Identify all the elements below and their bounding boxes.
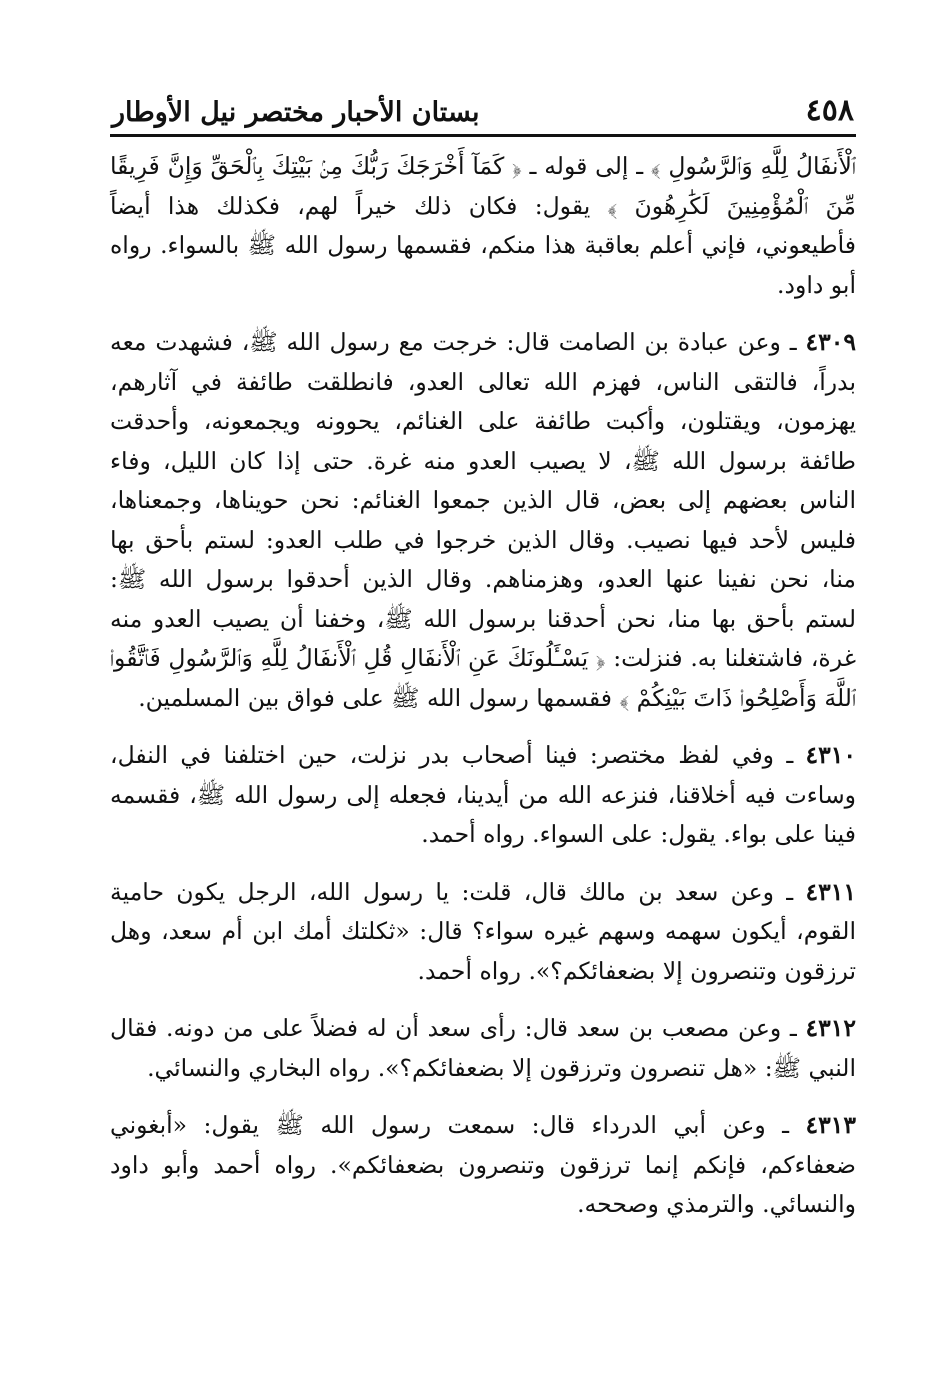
hadith-4311	[110, 873, 856, 992]
hadith-4313	[110, 1106, 856, 1225]
running-title: بستان الأحبار مختصر نيل الأوطار	[112, 97, 480, 128]
page-header	[110, 78, 856, 137]
hadith-4310	[110, 736, 856, 855]
paragraph-text: ـ وفي لفظ مختصر: فينا أصحاب بدر نزلت، حين اختلفنا في النفل، وساءت فيه أخلاقنا، فنزعه الله من أيدينا، فجعله إلى رسول الله ﷺ، فقسمه فينا على بواء. يقول: على السواء. رواه أحمد.	[110, 741, 856, 848]
paragraph-text: ـ وعن أبي الدرداء قال: سمعت رسول الله ﷺ يقول: «أبغوني ضعفاءكم، فإنكم إنما ترزقون وتنصرون بضعفائكم». رواه أحمد وأبو داود والنسائي. والترمذي وصححه.	[110, 1111, 856, 1218]
page-body	[110, 147, 856, 1225]
paragraph-text: ـ وعن مصعب بن سعد قال: رأى سعد أن له فضلاً على من دونه. فقال النبي ﷺ: «هل تنصرون وترزقون إلا بضعفائكم؟». رواه البخاري والنسائي.	[110, 1014, 856, 1082]
paragraph-text: ٱلْأَنفَالُ لِلَّهِ وَٱلرَّسُولِ ﴾ ـ إلى قوله ـ ﴿ كَمَآ أَخْرَجَكَ رَبُّكَ مِنۢ بَيْتِكَ بِٱلْحَقِّ وَإِنَّ فَرِيقًا مِّنَ ٱلْمُؤْمِنِينَ لَكَٰرِهُونَ ﴾ يقول: فكان ذلك خيراً لهم، فكذلك هذا أيضاً فأطيعوني، فإني أعلم بعاقبة هذا منكم، فقسمها رسول الله ﷺ بالسواء. رواه أبو داود.	[110, 152, 856, 299]
hadith-4309	[110, 323, 856, 718]
hadith-4312	[110, 1009, 856, 1088]
hadith-number: ٤٣١٢	[805, 1014, 856, 1042]
hadith-number: ٤٣٠٩	[805, 328, 856, 356]
hadith-number: ٤٣١٣	[805, 1111, 856, 1139]
paragraph-text: ـ وعن سعد بن مالك قال، قلت: يا رسول الله، الرجل يكون حامية القوم، أيكون سهمه وسهم غيره سواء؟ قال: «ثكلتك أمك ابن أم سعد، وهل ترزقون وتنصرون إلا بضعفائكم؟». رواه أحمد.	[110, 877, 856, 985]
hadith-number: ٤٣١١	[805, 877, 856, 906]
paragraph-text: ـ وعن عبادة بن الصامت قال: خرجت مع رسول الله ﷺ، فشهدت معه بدراً، فالتقى الناس، فهزم الله تعالى العدو، فانطلقت طائفة في آثارهم، يهزمون، ويقتلون، وأكبت طائفة على الغنائم، يحوونه ويجمعونه، وأحدقت طائفة برسول الله ﷺ، لا يصيب العدو منه غرة. حتى إذا كان الليل، وفاء الناس بعضهم إلى بعض، قال الذين جمعوا الغنائم: نحن حويناها، وجمعناها، فليس لأحد فيها نصيب. وقال الذين خرجوا في طلب العدو: لستم بأحق بها منا، نحن نفينا عنها العدو، وهزمناهم. وقال الذين أحدقوا برسول الله ﷺ: لستم بأحق بها منا، نحن أحدقنا برسول الله ﷺ، وخفنا أن يصيب العدو منه غرة، فاشتغلنا به. فنزلت: ﴿ يَسْـَٔلُونَكَ عَنِ ٱلْأَنفَالِ قُلِ ٱلْأَنفَالُ لِلَّهِ وَٱلرَّسُولِ فَٱتَّقُوا۟ ٱللَّهَ وَأَصْلِحُوا۟ ذَاتَ بَيْنِكُمْ ﴾ فقسمها رسول الله ﷺ على فواق بين المسلمين.	[110, 328, 856, 712]
paragraph-continuation	[110, 147, 856, 305]
hadith-number: ٤٣١٠	[805, 741, 856, 769]
page-number: ٤٥٨	[805, 93, 854, 128]
